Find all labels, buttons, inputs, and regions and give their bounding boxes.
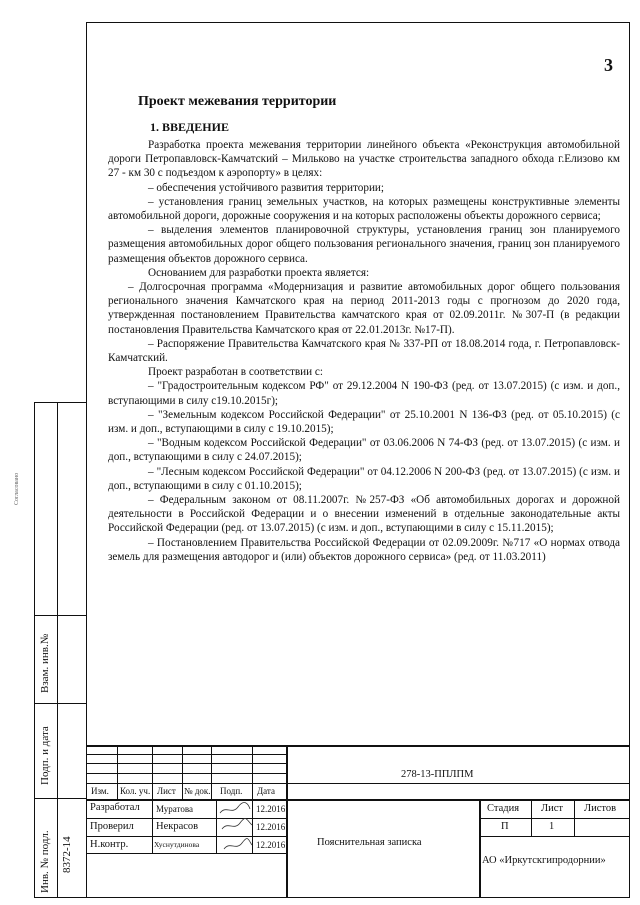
inv-podl-value: 8372-14: [61, 836, 73, 873]
side-stamp: [34, 402, 86, 898]
body-paragraph: – Постановлением Правительства Российской Федерации от 02.09.2009г. №717 «О нормах отвода земель для размещения автодорог и (или) объектов дорожного сервиса» (ред. от 11.03.2011): [108, 536, 620, 563]
header-podp: Подп.: [220, 786, 243, 796]
organization: АО «Иркутскгипродорнии»: [482, 855, 606, 866]
side-divider: [35, 703, 86, 704]
row-date: 12.2016: [256, 822, 286, 832]
body-paragraph: Разработка проекта межевания территории линейного объекта «Реконструкция автомобильной дороги Петропавловск-Камчатский – Мильково на участке строительства западного обхода г.Елизово км 27 - км 30 с подъездом к аэропорту» в целях:: [108, 139, 620, 180]
sheets-label: Листов: [584, 803, 617, 814]
body-paragraph: – "Лесным кодексом Российской Федерации" от 04.12.2006 N 200-ФЗ (ред. от 13.07.2015) (с изм. и доп., вступающими в силу с 01.10.2015);: [108, 465, 620, 492]
header-data: Дата: [257, 786, 275, 796]
body-paragraph: – "Градостроительным кодексом РФ" от 29.12.2004 N 190-ФЗ (ред. от 13.07.2015) (с изм. и доп., вступающими в силу с19.10.2015г);: [108, 380, 620, 407]
row-role: Проверил: [90, 821, 134, 832]
row-name: Хуснутдинова: [154, 840, 200, 849]
document-title: Проект межевания территории: [138, 94, 337, 109]
header-kol-uch: Кол. уч.: [120, 786, 151, 796]
sheet-value: 1: [549, 821, 555, 832]
body-paragraph: – Распоряжение Правительства Камчатского края № 337-РП от 18.08.2014 года, г. Петропавловск-Камчатский.: [108, 337, 620, 365]
sheet-number: 3: [604, 55, 613, 75]
podp-data-label: Подп. и дата: [39, 726, 51, 785]
side-divider: [35, 615, 86, 616]
signature-stamp: [218, 797, 254, 855]
vzam-inv-label: Взам. инв.№: [39, 633, 51, 693]
header-list: Лист: [157, 786, 176, 796]
body-paragraph: – установления границ земельных участков, на которых размещены конструктивные элементы автомобильной дороги, дорожные сооружения и на которых расположены объекты дорожного сервиса;: [108, 195, 620, 223]
section-heading: 1. ВВЕДЕНИЕ: [150, 120, 229, 134]
row-date: 12.2016: [256, 840, 286, 850]
side-divider: [35, 798, 86, 799]
header-doc-number: № док.: [184, 786, 211, 796]
sheet-label: Лист: [541, 803, 563, 814]
inv-podl-label: Инв. № подл.: [39, 830, 51, 893]
row-name: Муратова: [156, 804, 193, 814]
body-paragraph: Основанием для разработки проекта является:: [148, 266, 370, 279]
row-role: Н.контр.: [90, 839, 129, 850]
row-name: Некрасов: [156, 821, 199, 832]
body-paragraph: – "Водным кодексом Российской Федерации" от 03.06.2006 N 74-ФЗ (ред. от 13.07.2015) (с изм. и доп., вступающими в силу с 24.07.2015);: [108, 437, 620, 464]
body-paragraph: Проект разработан в соответствии с:: [148, 366, 323, 379]
document-code: 278-13-ППЛПМ: [401, 769, 474, 780]
row-date: 12.2016: [256, 804, 286, 814]
body-paragraph: – обеспечения устойчивого развития территории;: [148, 181, 385, 194]
body-paragraph: – выделения элементов планировочной структуры, установления границ зон планируемого размещения автомобильных дорог общего пользования регионального значения, границ зон планируемого размещения объектов дорожного сервиса.: [108, 224, 620, 265]
document-name: Пояснительная записка: [317, 837, 422, 848]
stage-label: Стадия: [487, 803, 520, 814]
body-paragraph: – Долгосрочная программа «Модернизация и развитие автомобильных дорог общего пользования регионального значения Камчатского края на период 2011-2013 годы с прогнозом до 2020 года, утвержденная постановлением Правительства камчатского края от 02.09.2011г. №307-П (в редакции постановления Правительства Камчатского края от 22.01.2013г. №17-П).: [108, 281, 620, 336]
scan-mark: Согласовано: [14, 472, 20, 505]
header-izm: Изм.: [91, 786, 109, 796]
body-paragraph: – Федеральным законом от 08.11.2007г. №257-ФЗ «Об автомобильных дорогах и дорожной деятельности в Российской Федерации и о внесении изменений в отдельные законодательные акты Российской Федерации (ред. от 13.07.2015) (с изм. и доп., вступающими в силу с 15.11.2015);: [108, 494, 620, 535]
document-body: [108, 138, 620, 564]
title-block: [86, 745, 630, 898]
stage-value: П: [501, 821, 509, 832]
row-role: Разработал: [90, 802, 140, 813]
body-paragraph: – "Земельным кодексом Российской Федерации" от 25.10.2001 N 136-ФЗ (ред. от 05.10.2015) (с изм. и доп., вступающими в силу с 19.10.2015);: [108, 408, 620, 436]
